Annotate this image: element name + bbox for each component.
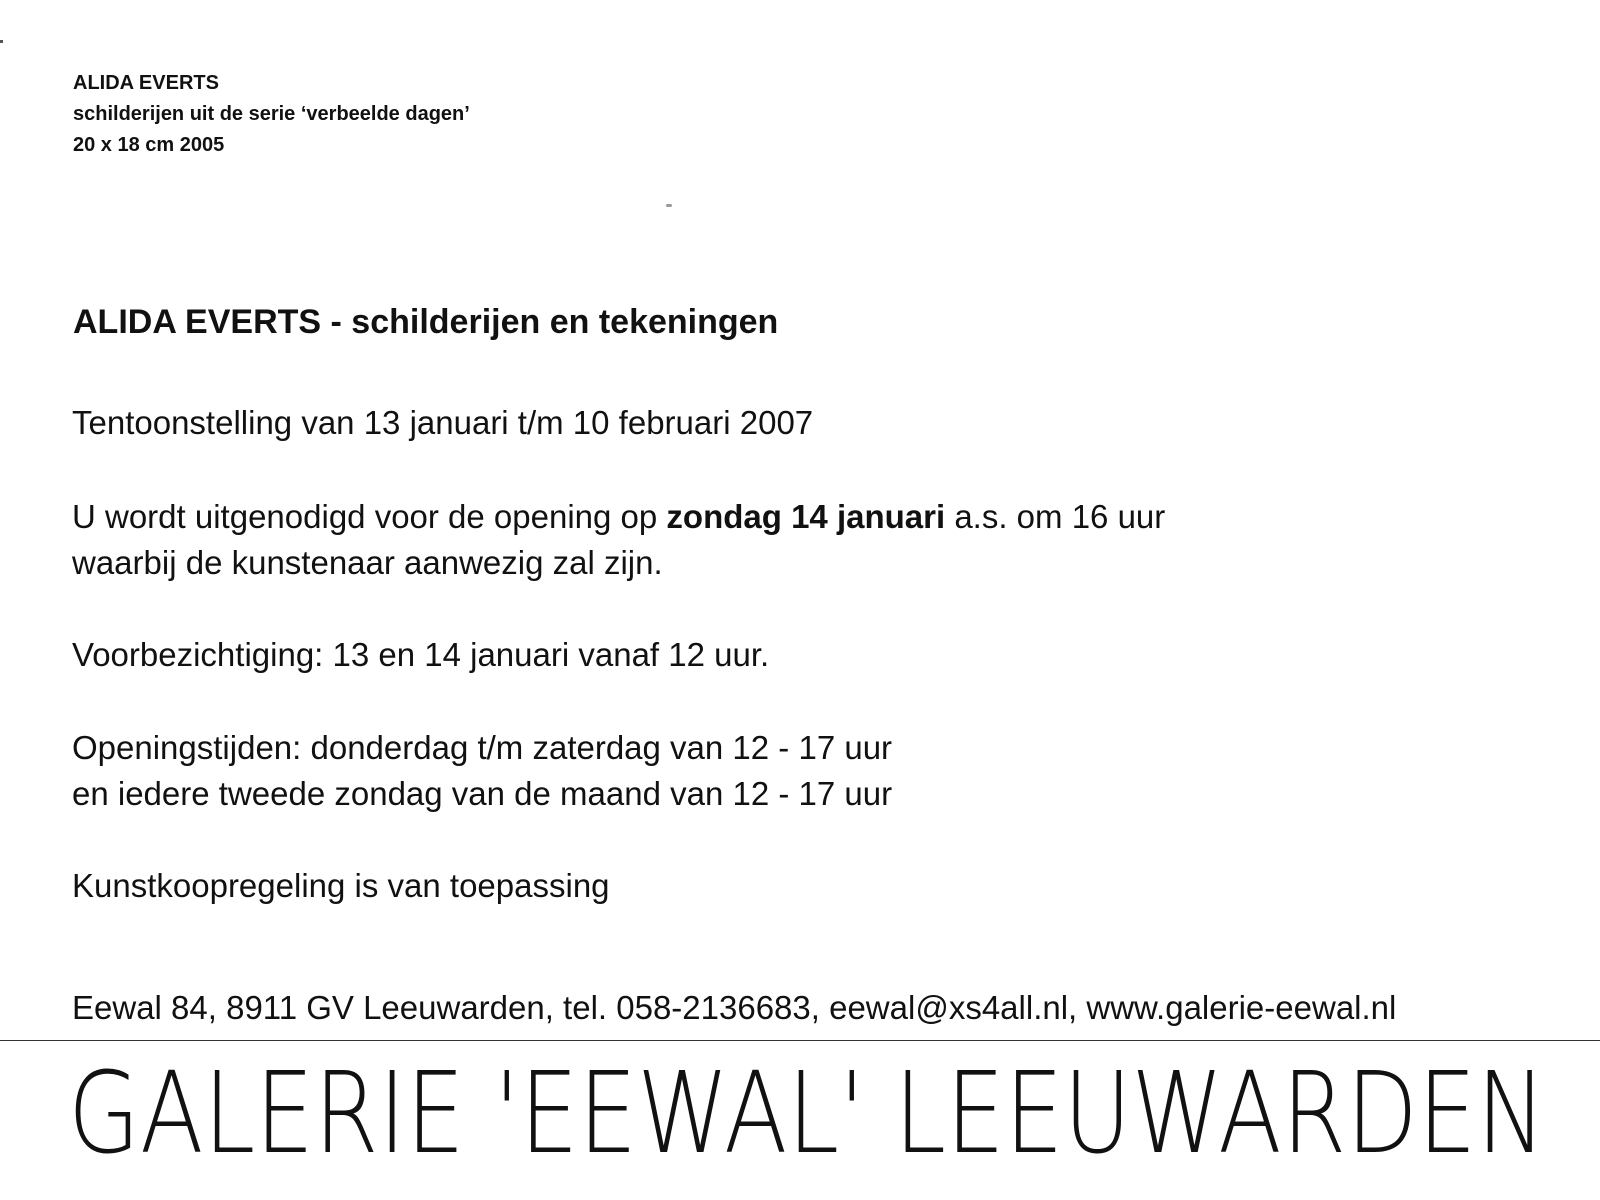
opening-hours-line-1: Openingstijden: donderdag t/m zaterdag van 12 - 17 uur xyxy=(72,729,893,766)
artwork-caption xyxy=(73,68,470,161)
gallery-logo-text: GALERIE 'EEWAL' LEEUWARDEN xyxy=(68,1054,1546,1164)
invitation-before: U wordt uitgenodigd voor de opening op xyxy=(72,498,667,535)
scan-speck xyxy=(666,204,672,207)
opening-hours-line-2: en iedere tweede zondag van de maand van 12 - 17 uur xyxy=(72,775,893,812)
title-artist: ALIDA EVERTS xyxy=(73,303,322,341)
opening-date: zondag 14 januari xyxy=(666,498,946,535)
invitation-line-1 xyxy=(72,494,1165,540)
invitation-text xyxy=(72,494,1165,586)
scan-speck xyxy=(0,40,3,43)
divider-line xyxy=(0,1040,1600,1041)
gallery-logo xyxy=(68,1054,1548,1164)
kunstkoop-notice: Kunstkoopregeling is van toepassing xyxy=(72,867,610,904)
exhibition-title xyxy=(73,303,778,342)
gallery-address: Eewal 84, 8911 GV Leeuwarden, tel. 058-2136683, eewal@xs4all.nl, www.galerie-eewal.nl xyxy=(72,989,1397,1026)
preview-text: Voorbezichtiging: 13 en 14 januari vanaf 12 uur. xyxy=(72,636,770,673)
title-subtitle: - schilderijen en tekeningen xyxy=(321,303,779,341)
caption-artist: ALIDA EVERTS xyxy=(73,72,219,94)
caption-dimensions: 20 x 18 cm 2005 xyxy=(73,134,225,156)
caption-series: schilderijen uit de serie ‘verbeelde dagen’ xyxy=(73,103,470,125)
opening-hours xyxy=(72,725,892,817)
invitation-line-2: waarbij de kunstenaar aanwezig zal zijn. xyxy=(72,544,663,581)
invitation-after: a.s. om 16 uur xyxy=(945,498,1166,535)
exhibition-dates: Tentoonstelling van 13 januari t/m 10 februari 2007 xyxy=(72,404,814,441)
